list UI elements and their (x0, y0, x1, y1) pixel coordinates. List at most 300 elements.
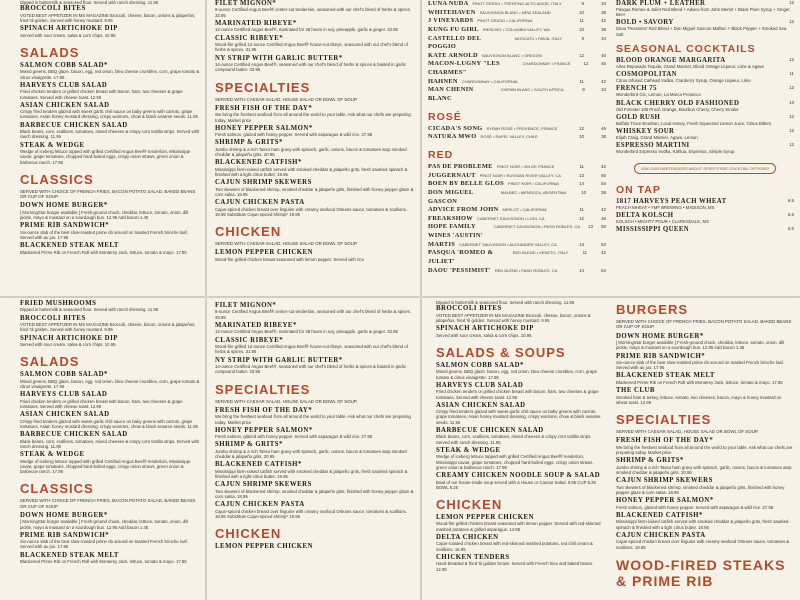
menu-item (215, 179, 415, 197)
cocktail-desc: Wonderbird Espresso Vodka, Kahlua, Espresso, Simple Syrup (616, 149, 735, 155)
item-desc: Wood-fire grilled 12-ounce Certified Angus Beef® house-cut ribeye, seasoned with our chef's blend of herbs & spices. 31.95 (215, 42, 408, 53)
item-desc: Dipped in buttermilk & seasoned flour. Served with ranch dressing. 11.95 (20, 0, 159, 5)
cocktail-name: ESPRESSO MARTINI (616, 142, 690, 150)
wine-name: HOPE FAMILY WINES 'AUSTIN' (428, 223, 483, 240)
section-title-classics: CLASSICS (20, 481, 94, 497)
cocktail-price: 6.5 (787, 226, 794, 232)
glass-price: 14 (579, 181, 584, 187)
item-name: FILET MIGNON* (215, 302, 277, 309)
item-name: STEAK & WEDGE (20, 451, 85, 459)
bottle-price: 38 (601, 9, 606, 15)
menu-item (616, 497, 794, 510)
menu-list (436, 305, 604, 338)
bottle-price: 42 (601, 207, 606, 213)
wine-name: JUGGERNAUT (428, 171, 476, 179)
item-desc: Six-ounce slab of the best slow-roasted prime rib around on toasted French brioche loaf. Served with au jus. 17.95 (616, 359, 784, 371)
menu-item (215, 481, 415, 499)
item-desc: We bring the freshest seafood from all around the world to your table. Ask what our chefs are preparing today. Market price (215, 414, 411, 425)
wine-row (428, 133, 606, 142)
menu-item (215, 461, 415, 479)
section-subtitle: SERVED WITH CAESAR SALAD, HOUSE SALAD OR BOWL OF SOUP. (215, 241, 358, 247)
cocktail-name: 1817 HARVEYS PEACH WHEAT (616, 197, 727, 205)
item-desc: Six-ounce slab of the best slow-roasted prime rib around on toasted French brioche loaf. Served with au jus. 17.95 (20, 229, 188, 240)
item-desc: Hand-breaded & fried 'til golden brown. Served with French fries and baked beans. 12.95 (436, 561, 594, 572)
menu-item (436, 427, 604, 445)
item-desc: Served with sour cream, salsa & corn chips. 10.95 (20, 32, 116, 38)
menu-page-bottom-right (422, 298, 800, 600)
item-desc: Blackened Prime Rib on French Roll with Monterey Jack, lettuce, tomato & mayo. 17.95 (616, 379, 783, 385)
item-desc: Fresh salmon, glazed with honey pepper. Served with asparagus & wild rice. 27.95 (215, 132, 373, 138)
menu-item (616, 437, 794, 455)
cocktail-price: 12 (789, 85, 794, 91)
item-name: SPINACH ARTICHOKE DIP (20, 25, 118, 33)
item-desc: Fried chicken tenders or grilled chicken breast with bacon, ham, two cheeses & grape tomatoes. Served with cheese toast. 12.95 (436, 389, 599, 400)
item-name: PRIME RIB SANDWICH* (20, 531, 110, 539)
cocktail-item (616, 19, 794, 36)
menu-item (20, 391, 200, 409)
menu-page-top-mid (207, 0, 420, 296)
bottle-price: 38 (601, 189, 607, 195)
cocktail-item (616, 57, 794, 69)
item-name: CAJUN CHICKEN PASTA (215, 501, 305, 509)
glass-price: 9 (582, 87, 585, 93)
cocktail-item (616, 85, 794, 97)
item-name: MARINATED RIBEYE* (215, 321, 297, 329)
item-name: FRESH FISH OF THE DAY* (215, 104, 313, 112)
bottle-price: 42 (601, 78, 606, 84)
section-title-burgers: BURGERS (616, 302, 689, 317)
menu-list (616, 333, 794, 406)
bottle-price: 46 (601, 125, 606, 131)
menu-item (616, 512, 794, 530)
wine-desc: RIESLING • COLUMBIA VALLEY, WA (482, 26, 550, 32)
menu-list (20, 202, 200, 255)
item-desc: Wedge of iceberg lettuce topped with grilled Certified Angus Beef® tenderloin, Mississippi caviar, grape tomatoes, chopped hard-boiled eggs, crispy onion straws, green onion & barbecue ranch. 17.95 (20, 149, 191, 165)
menu-item (436, 447, 604, 470)
section-title-red: RED (428, 148, 454, 161)
item-name: NY STRIP WITH GARLIC BUTTER* (215, 54, 343, 62)
item-name: CAJUN CHICKEN PASTA (215, 199, 305, 207)
menu-item (215, 357, 415, 375)
cocktail-desc: Old Forester 100 Proof, Orange, Bourbon Cherry, Cherry Smoke (616, 106, 739, 112)
bottle-price: 34 (601, 1, 606, 6)
item-desc: Fried chicken tenders or grilled chicken breast with bacon, ham, two cheeses & grape tomatoes. Served with cheese toast. 12.95 (20, 398, 183, 409)
wine-row (428, 241, 606, 250)
item-name: LEMON PEPPER CHICKEN (436, 513, 534, 521)
wine-name: CICADA'S SONG (428, 124, 483, 132)
item-desc: Jumbo shrimp & a rich Tasso ham gravy with spinach, garlic, onions, bacon & tomatoes atop smoked cheddar & jalapeño grits. 20.95 (616, 464, 792, 475)
cocktail-list (616, 0, 794, 37)
cocktail-price: 11 (789, 71, 794, 77)
glass-price: 11 (579, 163, 584, 169)
menu-item (215, 427, 415, 440)
item-desc: Crispy fried tenders glazed with sweet garlic chili sauce on baby greens with carrots, grape tomatoes, Asian honey mustard dressing, crispy wontons, chow & black sesame seeds. 11.95 (20, 109, 198, 120)
spirit-free-badge: ASK OUR BARTENDERS ABOUT SPIRIT-FREE COCKTAIL OPTIONS! (634, 163, 776, 174)
menu-page-top-left (0, 0, 205, 296)
wine-name: CASTELLO DEL POGGIO (428, 34, 481, 51)
item-name: HARVEYS CLUB SALAD (436, 381, 524, 389)
item-desc: Mixed greens, BBQ glaze, bacon, egg, red onion, bleu cheese crumbles, corn, grape tomato & citrus vinaigrette. 17.95 (436, 369, 597, 380)
menu-item (215, 20, 415, 33)
cocktail-desc: PEACH WHEAT • YMF BREWING • MADISON, MS (616, 204, 715, 210)
cocktail-desc: Buffalo Trace Bourbon, Local Honey, Fresh Squeezed Lemon Juice, Citrus Bitters (616, 120, 772, 126)
menu-item (436, 382, 604, 400)
wine-desc: CHARDONNAY • FRANCE (522, 61, 571, 67)
cocktail-name: WHISKEY SOUR (616, 128, 675, 136)
menu-item (616, 387, 794, 405)
item-name: HARVEYS CLUB SALAD (20, 81, 108, 89)
item-desc: Wood-fire grilled chicken breast seasoned with lemon pepper. Served with red-skinned mashed potatoes & grilled asparagus. 14.95 (436, 521, 601, 532)
wine-desc: CHENIN BLANC • SOUTH AFRICA (500, 87, 564, 93)
wine-name: NATURA MWO (428, 133, 477, 141)
wine-desc: PINOT GRIGIO • CALIFORNIA (477, 18, 533, 24)
menu-item (215, 105, 415, 123)
wine-name: MACON-LUGNY "LES CHARMES" (428, 60, 500, 77)
item-name: FRIED MUSHROOMS (20, 300, 97, 307)
menu-item (616, 333, 794, 351)
menu-list (215, 105, 415, 217)
wine-desc: SYRAH ROSÉ • PROVENCE, FRANCE (486, 125, 558, 131)
item-desc: We bring the freshest seafood from all around the world to your table. Ask what our chefs are preparing today. Market price (215, 112, 411, 123)
item-name: CAJUN SHRIMP SKEWERS (616, 477, 713, 485)
cocktail-price: 6.5 (787, 197, 794, 203)
item-name: BARBECUE CHICKEN SALAD (436, 426, 544, 434)
section-title-steaks: WOOD-FIRED STEAKS & PRIME RIB (616, 556, 786, 589)
item-name: SHRIMP & GRITS* (215, 139, 283, 147)
item-name: BARBECUE CHICKEN SALAD (20, 431, 128, 439)
cocktail-price: 12 (789, 128, 794, 134)
item-name: CLASSIC RIBEYE* (215, 34, 284, 42)
menu-item (215, 407, 415, 425)
item-name: BLACKENED STEAK MELT (20, 242, 119, 250)
bottle-price: 42 (601, 163, 606, 169)
item-name: HARVEYS CLUB SALAD (20, 391, 108, 399)
wine-row (428, 60, 606, 77)
wine-row (428, 189, 606, 206)
menu-list (616, 437, 794, 549)
item-name: CLASSIC RIBEYE* (215, 336, 284, 344)
wine-desc: CABERNET SAUVIGNON • ALEXANDER VALLEY, CA (459, 241, 557, 247)
menu-item (215, 543, 415, 550)
section-title-specialties: SPECIALTIES (616, 412, 712, 428)
cocktail-price: 12 (789, 0, 794, 5)
item-desc: Wedge of iceberg lettuce topped with grilled Certified Angus Beef® tenderloin, Mississippi caviar, grape tomatoes, chopped hard-boiled eggs, crispy onion straws, green onion & barbecue ranch. 17.95 (20, 458, 191, 475)
menu-item (436, 402, 604, 425)
cocktail-name: MISSISSIPPI QUEEN (616, 226, 690, 234)
item-desc: Dipped in buttermilk & seasoned flour. Served with ranch dressing. 11.95 (436, 300, 575, 305)
item-desc: Black beans, corn, scallions, tomatoes, mixed cheeses & crispy corn tortilla strips. Served with ranch dressing. 11.95 (436, 434, 592, 445)
wine-desc: PINOT NOIR • RUSSIAN RIVER VALLEY, CA (479, 172, 561, 178)
wine-name: PASQUA 'ROMEO & JULIET' (428, 249, 494, 266)
item-name: STEAK & WEDGE (20, 141, 85, 149)
wine-row (428, 206, 606, 215)
glass-price: 12 (583, 61, 589, 67)
wine-name: MAN CHENIN BLANC (428, 86, 474, 103)
menu-list (215, 302, 415, 375)
cocktail-desc: Altos Reposado Tequila, Grand Marnier, Blood Orange Liqueur, Lime & Agave (616, 63, 765, 69)
wine-row (428, 172, 606, 181)
menu-item (436, 362, 604, 380)
item-desc: We bring the freshest seafood from all around the world to your table. Ask what our chefs are preparing today. Market price (616, 444, 793, 456)
item-desc: 14-ounce Certified Angus Beef®, seasoned with our chef's blend of herbs & spices & basted in garlic compound butter. 33.95 (215, 364, 407, 375)
menu-item (20, 62, 200, 80)
section-title-salads: SALADS (20, 44, 80, 60)
menu-list (20, 5, 200, 38)
menu-item (215, 125, 415, 138)
section-title-specialties: SPECIALTIES (215, 381, 311, 397)
item-desc: [ MorningStar burger available ] Fresh-ground chuck, cheddar, lettuce, tomato, onion, dill pickle, mayo & mustard on a sourdough bun. 12.95 Add bacon 1.45 (20, 209, 189, 221)
menu-item (616, 457, 794, 475)
wine-name: BOEN BY BELLE GLOS (428, 180, 505, 188)
item-name: LEMON PEPPER CHICKEN (215, 543, 313, 551)
menu-list (215, 249, 415, 262)
section-title-salads-soups: SALADS & SOUPS (436, 344, 566, 360)
bottle-price: 34 (601, 87, 606, 93)
wine-desc: SAUVIGNON BLANC • NEW ZEALAND (479, 9, 551, 15)
wine-name: J VINEYARDS (428, 17, 474, 25)
wine-desc: MALBEC • MENDOZA, ARGENTINA (500, 189, 567, 195)
item-name: SPINACH ARTICHOKE DIP (436, 325, 534, 333)
item-desc: Six-ounce slab of the best slow-roasted prime rib around on toasted French brioche loaf. Served with au jus. 17.95 (20, 539, 188, 550)
item-name: BROCCOLI BITES (436, 305, 502, 313)
cocktail-item (616, 198, 794, 210)
section-title-on-tap: ON TAP (616, 183, 661, 196)
section-subtitle: SERVED WITH CHOICE OF FRENCH FRIES, BACON POTATO SALAD, BAKED BEANS OR CUP OF SOUP. (20, 188, 196, 200)
menu-item (215, 159, 415, 177)
bottle-price: 42 (601, 250, 606, 256)
glass-price: 10 (581, 189, 587, 195)
wine-desc: MERLOT • CALIFORNIA (502, 207, 547, 213)
menu-item (20, 202, 200, 220)
item-desc: Cajun-roasted chicken breast with red-skinned mashed potatoes, red chili cream & scallions. 15.95 (436, 541, 593, 552)
wine-desc: PINOT NOIR • CALIFORNIA (508, 181, 559, 187)
item-name: SALMON COBB SALAD* (20, 371, 108, 379)
item-desc: Two skewers of blackened shrimp, smoked cheddar & jalapeño grits, finished with honey pepper glaze & corn salsa. 18.95 (215, 186, 414, 198)
menu-item (20, 431, 200, 449)
cocktail-item (616, 226, 794, 233)
wine-row (428, 78, 606, 87)
cocktail-price: 13 (789, 99, 794, 105)
wine-desc: CABERNET SAUVIGNON • LODI, CA (476, 215, 545, 221)
wine-row (428, 52, 606, 61)
cocktail-list (616, 57, 794, 155)
wine-desc: CHARDONNAY • CALIFORNIA (461, 78, 518, 84)
item-name: BLACKENED STEAK MELT (616, 372, 715, 380)
menu-item (436, 554, 604, 572)
wine-name: FREAKSHOW (428, 214, 473, 222)
cocktail-desc: Daou 'Pessimist' Red Blend + Don Miguel Gascon Malbec + Black Pepper + Smoked Sea Salt (616, 26, 787, 37)
glass-price: 12 (579, 215, 584, 221)
item-name: SALMON COBB SALAD* (436, 361, 524, 369)
cocktail-price: 12 (789, 19, 794, 25)
wine-desc: ROSÉ • RAPEL VALLEY, CHILE (480, 134, 538, 140)
section-title-chicken: CHICKEN (215, 526, 282, 542)
item-desc: VOTED BEST APPETIZER IN MS MAGAZINE Broccoli, cheese, bacon, onions & jalapeños, fried 'til golden. Served with honey mustard. 9.95 (20, 322, 196, 333)
bottle-price: 50 (601, 172, 606, 178)
menu-list (215, 407, 415, 519)
menu-item (616, 477, 794, 495)
bottle-price: 38 (601, 134, 606, 140)
item-desc: Mississippi farm-raised catfish served with smoked cheddar & jalapeño grits, fresh sautéed spinach & finished with a light citrus butter. 19.95 (616, 519, 789, 530)
glass-price: 9 (581, 35, 585, 41)
item-desc: Fresh salmon, glazed with honey pepper. Served with asparagus & wild rice. 27.95 (215, 434, 373, 440)
section-title-salads: SALADS (20, 354, 80, 370)
bottle-price: 38 (601, 26, 606, 32)
wine-desc: PINOT GRIGIO • TRENTINO-ALTO ADIGE, ITALY (472, 1, 562, 6)
wine-desc: RED BLEND • PASO ROBLES, CA (494, 267, 558, 273)
menu-item (20, 371, 200, 389)
cocktail-name: DARK PLUM + LEATHER (616, 0, 706, 7)
item-desc: VOTED BEST APPETIZER IN MS MAGAZINE Broccoli, cheese, bacon, onions & jalapeños, fried 'til golden. Served with honey mustard. 9.95 (436, 312, 591, 323)
wine-name: LUNA NUDA (428, 0, 469, 7)
cocktail-desc: KOLSCH • MIGHTY POUR • CLARKSDALE, MS (616, 218, 709, 224)
bottle-price: 46 (601, 215, 606, 221)
wine-row (428, 35, 606, 52)
item-name: THE CLUB (616, 387, 655, 395)
menu-list (20, 371, 200, 474)
menu-page-bottom-left (0, 298, 205, 600)
item-name: CAJUN CHICKEN PASTA (616, 531, 706, 539)
section-title-specialties: SPECIALTIES (215, 79, 311, 95)
menu-item (20, 315, 200, 333)
cocktail-item (616, 114, 794, 126)
item-desc: Black beans, corn, scallions, tomatoes, mixed cheeses & crispy corn tortilla strips. Served with ranch dressing. 11.95 (20, 129, 200, 140)
wine-name: KUNG FU GIRL (428, 25, 479, 33)
wine-row (428, 125, 606, 134)
item-name: BROCCOLI BITES (20, 314, 86, 322)
glass-price: 10 (579, 26, 584, 32)
wine-name: WHITEHAVEN (428, 8, 476, 16)
item-desc: Wood-fire grilled 12-ounce Certified Angus Beef® house-cut ribeye, seasoned with our chef's blend of herbs & spices. 31.95 (215, 344, 408, 355)
wine-desc: CABERNET SAUVIGNON • PASO ROBLES, CA (493, 224, 580, 230)
wine-name: ADVICE FROM JOHN (428, 206, 499, 214)
cocktail-desc: Citrus Infused Cathead Vodka, Cranberry Syrup, Orange Liqueur, Lime (616, 78, 751, 84)
item-name: DOWN HOME BURGER* (616, 332, 704, 340)
section-title-chicken: CHICKEN (215, 224, 282, 240)
cocktail-price: 6.5 (787, 211, 794, 217)
cocktail-item (616, 0, 794, 17)
cocktail-name: GOLD RUSH (616, 113, 661, 121)
glass-price: 12 (579, 52, 584, 58)
item-desc: 8-ounce Certified Angus Beef® center-cut tenderloin, seasoned with our chef's blend of herbs & spices. 33.95 (215, 309, 412, 320)
wine-column (428, 0, 606, 296)
menu-list (20, 300, 200, 347)
item-name: MARINATED RIBEYE* (215, 19, 297, 27)
section-subtitle: SERVED WITH CHOICE OF FRENCH FRIES, BACON POTATO SALAD, BAKED BEANS OR CUP OF SOUP. (20, 498, 196, 509)
menu-item (215, 441, 415, 459)
menu-page-top-right (422, 0, 800, 296)
menu-item (20, 102, 200, 120)
cocktail-list (616, 198, 794, 233)
menu-item (20, 411, 200, 429)
section-title-classics: CLASSICS (20, 171, 94, 187)
glass-price: 14 (579, 241, 584, 247)
menu-item (215, 302, 415, 320)
item-desc: 14-ounce Certified Angus Beef®, seasoned with our chef's blend of herbs & spices & basted in garlic compound butter. 33.95 (215, 62, 407, 73)
item-desc: Two skewers of blackened shrimp, smoked cheddar & jalapeño grits, finished with honey pepper glaze & corn salsa. 18.95 (616, 484, 785, 495)
menu-item (436, 325, 604, 338)
item-desc: Fresh salmon, glazed with honey pepper. Served with asparagus & wild rice. 27.95 (616, 504, 774, 510)
menu-list (215, 0, 415, 73)
wine-row (428, 9, 606, 18)
section-subtitle: SERVED WITH CAESAR SALAD, HOUSE SALAD OR BOWL OF SOUP. (616, 429, 759, 435)
glass-price: 13 (588, 224, 593, 230)
item-name: PRIME RIB SANDWICH* (616, 352, 706, 360)
item-desc: Mixed greens, BBQ glaze, bacon, egg, red onion, bleu cheese crumbles, corn, grape tomato & citrus vinaigrette. 17.95 (20, 69, 200, 80)
bottle-price: 54 (601, 267, 606, 273)
menu-item (616, 532, 794, 550)
item-name: SPINACH ARTICHOKE DIP (20, 334, 118, 342)
item-name: BROCCOLI BITES (20, 5, 86, 13)
wine-row (428, 26, 606, 35)
menu-item (20, 25, 200, 38)
wine-row (428, 267, 606, 276)
wine-row (428, 249, 606, 266)
menu-item (20, 300, 200, 313)
section-subtitle: SERVED WITH CAESAR SALAD, HOUSE SALAD OR BOWL OF SOUP. (215, 398, 358, 404)
cocktail-desc: Wonderbird Gin, Lemon, La Marca Prosecco (616, 92, 701, 98)
menu-item (20, 122, 200, 140)
section-title-seasonal-cocktails: SEASONAL COCKTAILS (616, 42, 756, 55)
menu-item (215, 0, 415, 18)
item-desc: Cajun-spiced chicken breast over linguine with creamy seafood Orleans sauce, tomatoes & scallions. 18.95 Substitute Cajun-spiced shrimp* 19.95 (215, 206, 408, 217)
item-desc: VOTED BEST APPETIZER IN MS MAGAZINE Broccoli, cheese, bacon, onions & jalapeños, fried 'til golden. Served with honey mustard. 9.95 (20, 12, 196, 23)
wine-name: DAOU 'PESSIMIST' (428, 266, 491, 274)
wine-desc: MOSCATO • PAVIA, ITALY (514, 35, 563, 41)
item-name: BLACKENED CATFISH* (215, 461, 302, 469)
item-name: CHICKEN TENDERS (436, 553, 510, 561)
item-name: CREAMY CHICKEN NOODLE SOUP & SALAD (436, 472, 601, 480)
item-desc: Served with sour cream, salsa & corn chips. 10.95 (20, 342, 116, 348)
wine-name: DON MIGUEL GASCON (428, 188, 474, 205)
wine-row (428, 86, 606, 103)
wine-row (428, 223, 606, 240)
menu-item (20, 142, 200, 165)
item-name: SHRIMP & GRITS* (616, 457, 684, 465)
item-desc: Mixed greens, BBQ glaze, bacon, egg, red onion, bleu cheese crumbles, corn, grape tomato & citrus vinaigrette. 17.95 (20, 378, 200, 390)
item-desc: 12-ounce Certified Angus Beef®, marinated for 48 hours in soy, pineapple, garlic & ginger. 32.95 (215, 27, 398, 33)
wine-row (428, 215, 606, 224)
menu-item (215, 35, 415, 53)
item-name: NY STRIP WITH GARLIC BUTTER* (215, 356, 343, 364)
glass-price: 10 (579, 134, 584, 140)
wine-row (428, 17, 606, 26)
menu-page-bottom-mid (207, 298, 420, 600)
item-desc: Blackened Prime Rib on French Roll with Monterey Jack, lettuce, tomato & mayo. 17.95 (20, 249, 187, 255)
bottle-price: 50 (601, 224, 606, 230)
cocktail-name: BLOOD ORANGE MARGARITA (616, 56, 726, 64)
bottle-price: 42 (601, 18, 606, 24)
wine-row (428, 163, 606, 172)
cocktail-name: DELTA KOLSCH (616, 211, 674, 219)
menu-item (20, 512, 200, 530)
wine-list (428, 125, 606, 142)
glass-price: 11 (579, 18, 584, 24)
menu-list (20, 62, 200, 165)
cocktail-item (616, 212, 794, 224)
item-name: HONEY PEPPER SALMON* (215, 426, 313, 434)
item-name: LEMON PEPPER CHICKEN (215, 249, 313, 257)
item-desc: Mississippi farm-raised catfish served with smoked cheddar & jalapeño grits, fresh sautéed spinach & finished with a light citrus butter. 19.95 (215, 468, 408, 480)
item-name: BLACKENED CATFISH* (616, 511, 703, 519)
item-name: BARBECUE CHICKEN SALAD (20, 121, 128, 129)
bottle-price: 46 (601, 52, 606, 58)
item-name: FILET MIGNON* (215, 0, 277, 7)
menu-item (215, 501, 415, 519)
glass-price: 10 (579, 9, 584, 15)
cocktail-desc: Elijah Craig, Grand Marnier, Agave, Lemon (616, 135, 698, 141)
bottle-price: 54 (601, 181, 606, 187)
